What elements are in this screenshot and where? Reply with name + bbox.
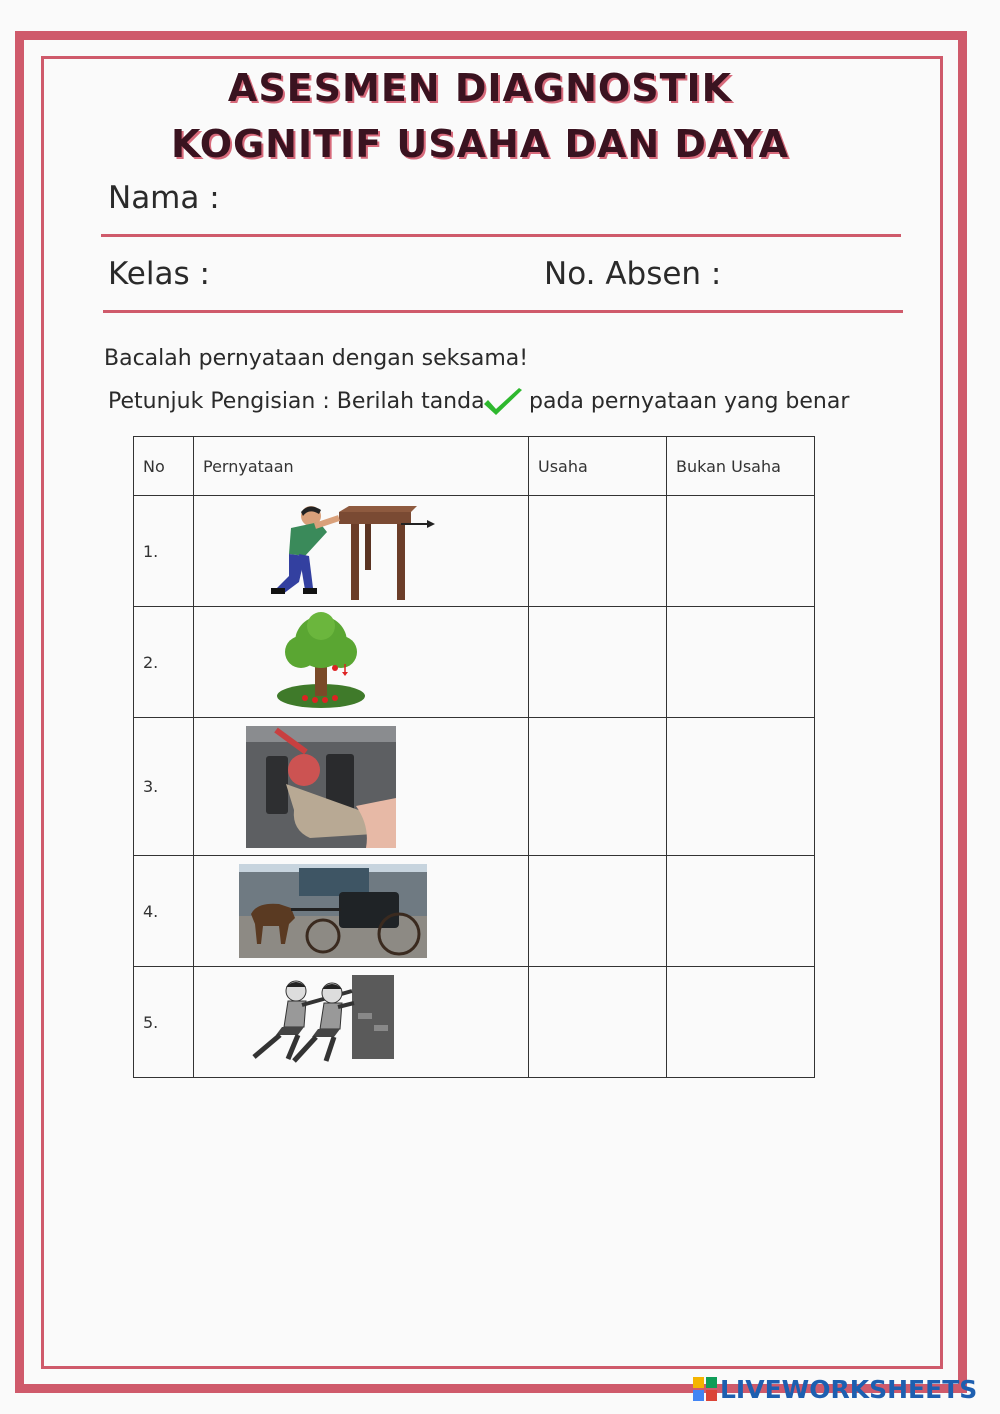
work-answer-cell[interactable] xyxy=(529,856,667,967)
read-instruction: Bacalah pernyataan dengan seksama! xyxy=(104,346,529,371)
row-number: 3. xyxy=(134,718,194,856)
not-work-answer-cell[interactable] xyxy=(667,856,815,967)
tree-with-falling-apples-image xyxy=(271,610,371,714)
work-answer-cell[interactable] xyxy=(529,496,667,607)
header-work: Usaha xyxy=(529,437,667,496)
name-label: Nama : xyxy=(108,180,220,216)
horse-drawn-carriage-image xyxy=(239,864,427,958)
row-number: 4. xyxy=(134,856,194,967)
liveworksheets-icon xyxy=(693,1377,717,1401)
check-mark-icon xyxy=(481,387,525,419)
work-answer-cell[interactable] xyxy=(529,967,667,1078)
person-pushing-table-image xyxy=(249,498,439,604)
statement-cell xyxy=(194,718,529,856)
title-line-1: ASESMEN DIAGNOSTIK xyxy=(227,66,733,110)
header-not-work: Bukan Usaha xyxy=(667,437,815,496)
statement-cell xyxy=(194,967,529,1078)
table-row xyxy=(134,607,815,718)
row-number: 5. xyxy=(134,967,194,1078)
statement-cell xyxy=(194,607,529,718)
foot-pressing-pedal-image xyxy=(246,726,396,848)
table-row xyxy=(134,967,815,1078)
row-number: 2. xyxy=(134,607,194,718)
work-answer-cell[interactable] xyxy=(529,607,667,718)
header-statement: Pernyataan xyxy=(194,437,529,496)
guide-text-after: pada pernyataan yang benar xyxy=(529,389,850,414)
questions-table xyxy=(133,436,815,1078)
table-header-row xyxy=(134,437,815,496)
title-line-2: KOGNITIF USAHA DAN DAYA xyxy=(170,122,790,166)
boys-pushing-wall-image xyxy=(244,973,396,1071)
table-row xyxy=(134,856,815,967)
table-row xyxy=(134,718,815,856)
statement-cell xyxy=(194,856,529,967)
liveworksheets-logo xyxy=(693,1374,977,1404)
table-row xyxy=(134,496,815,607)
name-line xyxy=(101,234,901,237)
not-work-answer-cell[interactable] xyxy=(667,718,815,856)
not-work-answer-cell[interactable] xyxy=(667,607,815,718)
header-no: No xyxy=(134,437,194,496)
attendance-number-label: No. Absen : xyxy=(544,256,722,292)
work-answer-cell[interactable] xyxy=(529,718,667,856)
not-work-answer-cell[interactable] xyxy=(667,967,815,1078)
row-number: 1. xyxy=(134,496,194,607)
logo-text: LIVEWORKSHEETS xyxy=(720,1374,978,1404)
guide-text-before: Petunjuk Pengisian : Berilah tanda xyxy=(108,389,485,414)
class-label: Kelas : xyxy=(108,256,210,292)
statement-cell xyxy=(194,496,529,607)
class-line xyxy=(103,310,903,313)
not-work-answer-cell[interactable] xyxy=(667,496,815,607)
